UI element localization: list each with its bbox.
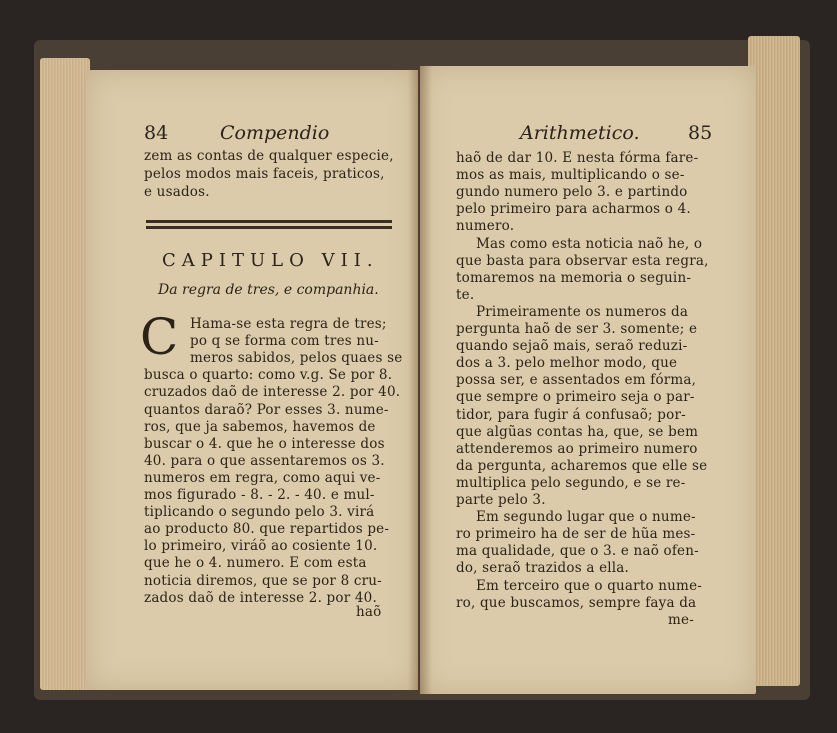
page-number: 84 <box>144 122 169 144</box>
divider-rule <box>146 226 392 229</box>
text-line: que he o 4. numero. E com esta <box>144 555 367 572</box>
catchword: me- <box>668 612 694 628</box>
catchword: haõ <box>356 604 382 620</box>
text-line: tomaremos na memoria o seguin- <box>456 269 692 286</box>
text-line: meros sabidos, pelos quaes se <box>190 350 403 367</box>
left-page <box>86 70 418 690</box>
text-line: pergunta haõ de ser 3. somente; e <box>456 321 698 337</box>
text-line: tidor, para fugir á confusaõ; por- <box>456 406 686 423</box>
text-line: e usados. <box>144 184 210 200</box>
text-line: numero. <box>456 218 515 235</box>
text-line: ro primeiro ha de ser de hũa mes- <box>456 526 696 543</box>
text-line: pelo primeiro para acharmos o 4. <box>456 201 691 218</box>
text-line: que sempre o primeiro seja o par- <box>456 389 695 406</box>
page-edges-left <box>40 58 90 690</box>
text-line: po q se forma com tres nu- <box>190 333 379 350</box>
text-line: haõ de dar 10. E nesta fórma fare- <box>456 150 699 166</box>
text-line: Primeiramente os numeros da <box>476 303 689 320</box>
text-line: ros, que ja sabemos, havemos de <box>144 418 376 435</box>
text-line: quantos daraõ? Por esses 3. nume- <box>144 401 389 418</box>
text-line: ma qualidade, que o 3. e naõ ofen- <box>456 543 699 560</box>
text-line: da pergunta, acharemos que elle se <box>456 457 708 474</box>
text-line: possa ser, e assentados em fórma, <box>456 372 697 389</box>
text-line: 40. para o que assentaremos os 3. <box>144 452 385 469</box>
text-line: gundo numero pelo 3. e partindo <box>456 184 688 201</box>
text-line: cruzados daõ de interesse 2. por 40. <box>144 384 401 401</box>
text-line: mos as mais, multiplicando o se- <box>456 167 685 184</box>
text-line: Mas como esta noticia naõ he, o <box>476 235 703 252</box>
text-line: Hama-se esta regra de tres; <box>190 316 387 332</box>
chapter-title: CAPITULO VII. <box>162 250 379 271</box>
text-line: ro, que buscamos, sempre faya da <box>456 594 697 611</box>
text-line: zem as contas de qualquer especie, <box>144 148 394 164</box>
text-line: do, seraõ trazidos a ella. <box>456 560 630 577</box>
text-line: pelos modos mais faceis, praticos, <box>144 166 385 182</box>
text-line: multiplica pelo segundo, e se re- <box>456 474 686 491</box>
text-line: mos figurado - 8. - 2. - 40. e mul- <box>144 487 375 503</box>
right-page <box>420 66 756 694</box>
text-line: noticia diremos, que se por 8 cru- <box>144 572 382 589</box>
running-head: Compendio <box>220 122 330 144</box>
text-line: busca o quarto: como v.g. Se por 8. <box>144 367 393 384</box>
text-line: tiplicando o segundo pelo 3. virá <box>144 504 375 521</box>
text-line: Em terceiro que o quarto nume- <box>476 577 703 594</box>
text-line: dos a 3. pelo melhor modo, que <box>456 355 678 372</box>
text-line: te. <box>456 286 475 303</box>
page-number: 85 <box>688 122 713 144</box>
text-line: numeros em regra, como aqui ve- <box>144 469 381 486</box>
text-line: buscar o 4. que he o interesse dos <box>144 435 385 452</box>
text-line: que basta para observar esta regra, <box>456 252 709 269</box>
text-line: lo primeiro, viráõ ao cosiente 10. <box>144 538 378 555</box>
text-line: que algũas contas ha, que, se bem <box>456 423 699 440</box>
running-head: Arithmetico. <box>520 122 640 144</box>
book-gutter <box>408 66 432 694</box>
text-line: parte pelo 3. <box>456 492 546 508</box>
text-line: attenderemos ao primeiro numero <box>456 440 698 457</box>
text-line: quando sejaõ mais, seraõ reduzi- <box>456 338 688 355</box>
text-line: ao producto 80. que repartidos pe- <box>144 521 390 538</box>
text-line: zados daõ de interesse 2. por 40. <box>144 589 377 606</box>
divider-rule <box>146 220 392 223</box>
text-line: Em segundo lugar que o nume- <box>476 509 696 526</box>
drop-cap: C <box>140 308 179 366</box>
chapter-subtitle: Da regra de tres, e companhia. <box>158 282 379 298</box>
